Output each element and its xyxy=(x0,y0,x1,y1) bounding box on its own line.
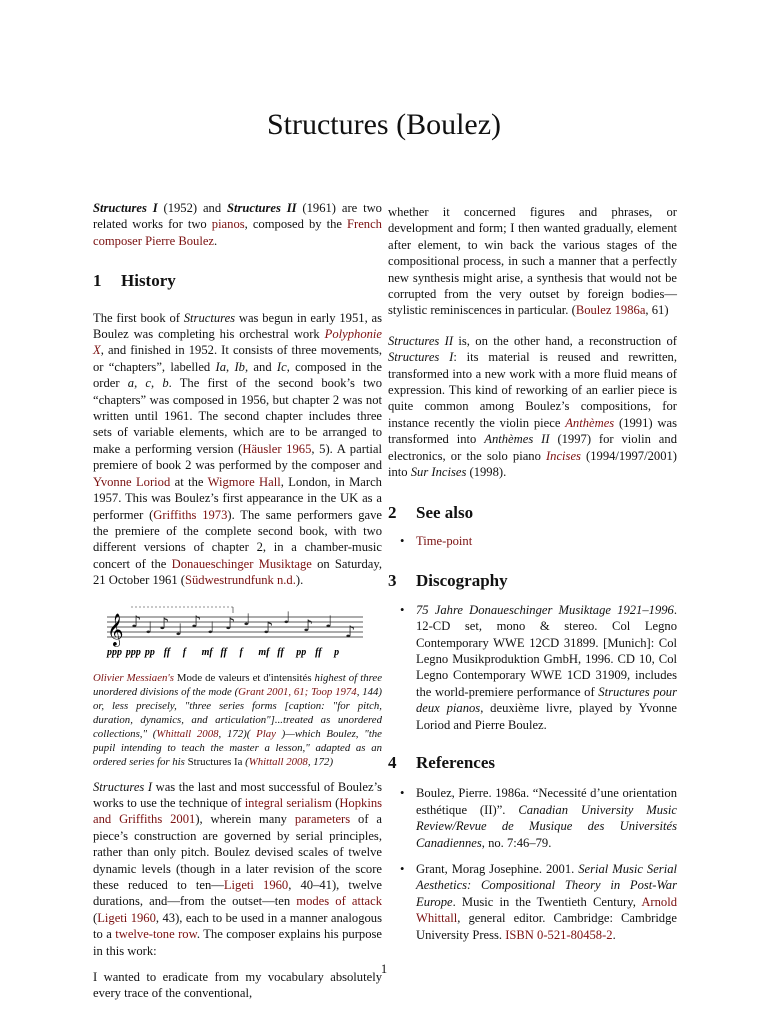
citation-toop-1974[interactable]: Toop 1974 xyxy=(311,685,357,698)
link-play[interactable]: Play xyxy=(256,727,276,740)
citation-grant-2001[interactable]: Grant 2001, 61; xyxy=(238,685,309,698)
note: ♪ xyxy=(303,615,314,635)
dynamic-marking: ff xyxy=(163,646,171,658)
link-pianos[interactable]: pianos xyxy=(211,217,245,232)
note: ♩ xyxy=(145,617,153,637)
citation-boulez-1986a[interactable]: Boulez 1986a xyxy=(575,303,646,318)
dynamic-marking: ff xyxy=(220,646,228,658)
link-yvonne-loriod[interactable]: Yvonne Loriod xyxy=(93,474,171,489)
citation-ligeti-1960-b[interactable]: Ligeti 1960 xyxy=(97,910,156,925)
list-item xyxy=(388,533,677,549)
dynamic-marking: ppp xyxy=(125,646,141,658)
history-paragraph-1: The first book of Structures was begun in early 1951, as Boulez was completing his orchestral work Polyphonie X, and finished in 1952. It consists of three movements, or “chapters”, labelled Ia, Ib, and Ic, composed in the order a, c, b. The first of the second book’s two “chapters” was composed in 1956, but chapter 2 was not written until 1961. The second chapter includes three sets of variable elements, which are to be arranged to make a performing version (Häusler 1965, 5). A partial premiere of book 2 was performed by the composer and Yvonne Loriod at the Wigmore Hall, London, in March 1957. This was Boulez’s first appearance in the UK as a performer (Griffiths 1973). The same performers gave the premiere of the complete second book, with two different versions of chapter 2, in a chamber-music concert of the Donaueschinger Musiktage on Saturday, 21 October 1961 (Südwestrundfunk n.d.). xyxy=(93,310,383,588)
quote-text-part-1: I wanted to eradicate from my vocabulary absolutely every trace of the conventional, xyxy=(93,970,382,1001)
note: ♩ xyxy=(175,619,183,639)
link-parameters[interactable]: parameters xyxy=(294,812,351,827)
dynamic-marking: p xyxy=(334,646,340,658)
citation-ligeti-1960-a[interactable]: Ligeti 1960 xyxy=(223,877,289,892)
citation-whittall-2008-b[interactable]: Whittall 2008 xyxy=(248,755,308,768)
link-time-point[interactable]: Time-point xyxy=(416,533,473,548)
note-glyphs xyxy=(131,608,355,641)
link-modes-of-attack[interactable]: modes of attack xyxy=(296,894,382,909)
note: ♪ xyxy=(225,613,236,633)
quote-citation-suffix: , 61) xyxy=(645,303,669,318)
dynamic-marking: ppp xyxy=(107,646,122,658)
link-french-composer[interactable]: French composer Pierre Boulez xyxy=(93,217,382,248)
citation-hausler-1965[interactable]: Häusler 1965 xyxy=(242,441,312,456)
right-column xyxy=(388,204,677,953)
note: ♪ xyxy=(131,611,142,631)
figure-caption: Olivier Messiaen's Mode de valeurs et d'intensités highest of three unordered divisions of the mode (Grant 2001, 61; Toop 1974, 144) or, less precisely, "three series forms [caption: "for pitch, duration, dynamics, and articulation"]...treated as unordered collections," (Whittall 2008, 172)( Play )—which Boulez, "the pupil intending to teach the master a lesson," adapted as an ordered series for his Structures Ia (Whittall 2008, 172) xyxy=(93,671,382,768)
citation-whittall-2008-a[interactable]: Whittall 2008 xyxy=(156,727,219,740)
dynamic-marking: f xyxy=(182,646,187,658)
note: ♪ xyxy=(191,611,202,631)
link-twelve-tone-row[interactable]: twelve-tone row xyxy=(115,927,197,942)
block-quote-right xyxy=(388,204,677,319)
note: ♩ xyxy=(325,611,333,631)
citation-griffiths-1973[interactable]: Griffiths 1973 xyxy=(153,507,228,522)
dynamic-marking: ff xyxy=(315,646,322,658)
section-heading-references: 4 References xyxy=(388,752,495,772)
discography-list xyxy=(388,602,677,733)
note: ♩ xyxy=(283,607,291,627)
dynamic-marking: f xyxy=(239,646,243,658)
left-column xyxy=(93,200,382,1012)
section-heading-discography: 3 Discography xyxy=(388,571,508,591)
see-also-list xyxy=(388,533,677,549)
history-paragraph-3: Structures II is, on the other hand, a reconstruction of Structures I: its material is reused and rewritten, transformed into a new work with a more fluid means of expression. This kind of reworking of an earlier piece is quite common among Boulez’s compositions, for instance recently the violin piece Anthèmes (1991) was transformed into Anthèmes II (1997) for violin and electronics, or the solo piano Incises (1994/1997/2001) into Sur Incises (1998). xyxy=(388,333,677,480)
note: ♪ xyxy=(345,621,356,641)
link-isbn[interactable]: ISBN 0-521-80458-2 xyxy=(505,927,613,942)
list-item: • Boulez, Pierre. 1986a. “Necessité d’une orientation esthétique (II)”. Canadian University Music Review/Revue de Musique des Universités Canadiennes, no. 7:46–79. xyxy=(388,785,677,851)
treble-clef-icon: 𝄞 xyxy=(107,612,124,646)
link-olivier-messiaen[interactable]: Olivier Messiaen's xyxy=(93,671,174,684)
citation-hopkins-griffiths-2001[interactable]: Hopkins and Griffiths 2001 xyxy=(93,795,383,827)
link-incises[interactable]: Incises xyxy=(545,448,581,463)
dynamic-marking: pp xyxy=(296,646,307,658)
dynamic-marking: ff xyxy=(277,646,284,658)
section-heading-see-also: 2 See also xyxy=(388,502,474,522)
references-list xyxy=(388,785,677,943)
note: ♩ xyxy=(243,609,251,629)
intro-paragraph: Structures I (1952) and Structures II (1961) are two related works for two pianos, composed by the French composer Pierre Boulez. xyxy=(93,201,382,248)
link-donaueschinger-musiktage[interactable]: Donaueschinger Musiktage xyxy=(171,556,312,571)
history-paragraph-2: Structures I was the last and most successful of Boulez’s works to use the technique of integral serialism (Hopkins and Griffiths 2001), wherein many parameters of a piece’s construction are governed by serial principles, rather than only pitch. Boulez devised scales of twelve dynamic levels (though in a later revision of the score these reduced to ten—Ligeti 1960, 40–41), twelve durations, and—from the outset—ten modes of attack (Ligeti 1960, 43), each to be used in a manner analogous to a twelve-tone row. The composer explains his purpose in this work: xyxy=(93,779,383,958)
music-score-excerpt xyxy=(93,603,382,665)
note: ♩ xyxy=(207,617,215,637)
list-item: • 75 Jahre Donaueschinger Musiktage 1921–1996. 12-CD set, mono & stereo. Col Legno Contemporary WWE 12CD 31899. [Munich]: Col Legno Musikproduktion GmbH, 1996. CD 10, Col Legno Contemporary WWE 1CD 31909, includes the world-premiere performance of Structures pour deux pianos, deuxième livre, played by Yvonne Loriod and Pierre Boulez. xyxy=(388,602,677,733)
note: ♪ xyxy=(263,617,274,637)
section-heading-history: 1 History xyxy=(93,271,176,291)
page-title: Structures (Boulez) xyxy=(266,108,502,141)
link-integral-serialism[interactable]: integral serialism xyxy=(244,795,332,810)
link-anthemes[interactable]: Anthèmes xyxy=(565,415,615,430)
link-wigmore-hall[interactable]: Wigmore Hall xyxy=(207,474,281,489)
dynamic-marking: pp xyxy=(144,646,155,658)
dynamics-row xyxy=(106,647,339,658)
link-arnold-whittall[interactable]: Arnold Whittall xyxy=(416,894,677,926)
dynamic-marking: mf xyxy=(258,646,270,658)
dynamic-marking: mf xyxy=(201,646,213,658)
note: ♪ xyxy=(159,613,170,633)
page-number: 1 xyxy=(380,962,388,976)
link-polyphonie-x[interactable]: Polyphonie X xyxy=(93,327,382,358)
list-item: • Grant, Morag Josephine. 2001. Serial Music Serial Aesthetics: Compositional Theory in Post-War Europe. Music in the Twentieth Century, Arnold Whittall, general editor. Cambridge: Cambridge University Press. ISBN 0-521-80458-2. xyxy=(388,861,677,943)
citation-swr[interactable]: Südwestrundfunk n.d. xyxy=(184,573,296,588)
quote-text-part-2: whether it concerned figures and phrases, or development and form; I then wanted gradually, element after element, to win back the various stages of the compositional process, in such a manner that a perfectly new synthesis might arise, a synthesis that would not be corrupted from the very outset by foreign bodies—stylistic reminiscences in particular. ( xyxy=(388,205,677,318)
